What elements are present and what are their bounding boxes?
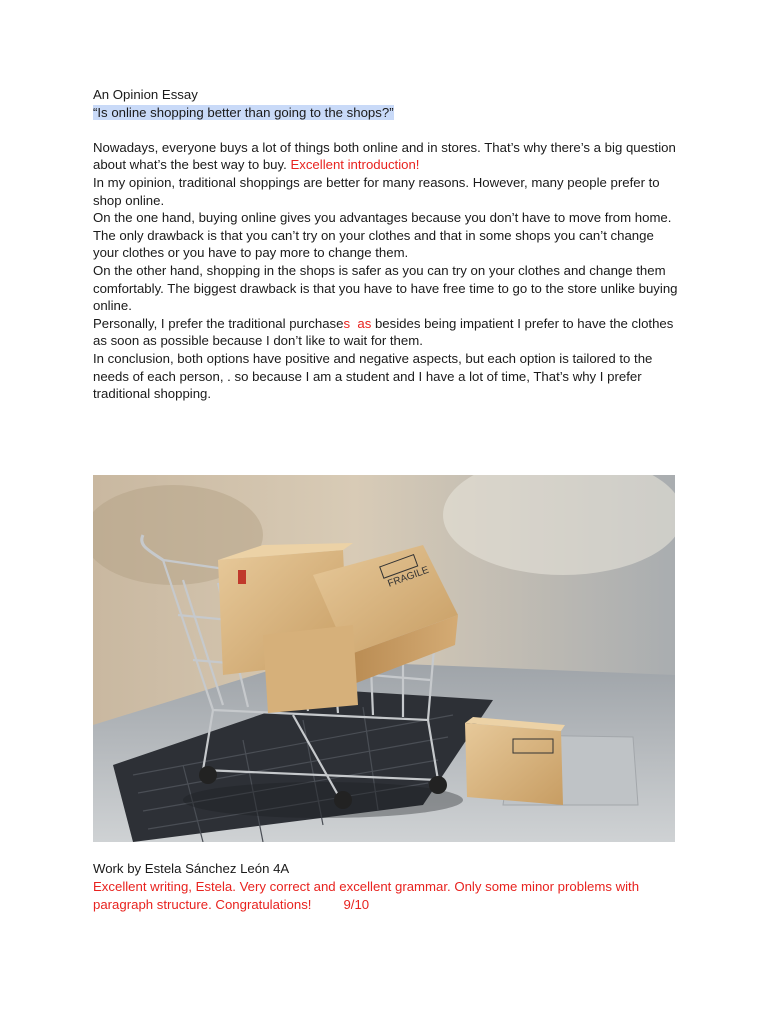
paragraph-personally — [93, 315, 683, 350]
shopping-cart-photo — [93, 475, 675, 842]
fragile-label: FRAGILE — [386, 564, 431, 590]
paragraph-opinion: In my opinion, traditional shoppings are better for many reasons. However, many people prefer to shop online. — [93, 174, 660, 208]
grade: 9/10 — [343, 897, 370, 912]
paragraph-other-hand: On the other hand, shopping in the shops is safer as you can try on your clothes and change them comfortably. The biggest drawback is that you have to have free time to go to the store unlike buying online. — [93, 262, 678, 314]
personally-end: besides being impatient I prefer to have the clothes as soon as possible because I don’t like to wait for them. — [93, 315, 674, 349]
teacher-feedback — [93, 878, 693, 914]
essay-heading: An Opinion Essay — [93, 87, 198, 102]
paragraph-drawback: The only drawback is that you can’t try on your clothes and that in some shops you can’t change your clothes or you have to pay more to change them. — [93, 227, 654, 261]
essay-body — [93, 86, 683, 403]
personally-start: Personally, I prefer the traditional purchase — [93, 315, 344, 331]
paragraph-conclusion: In conclusion, both options have positive and negative aspects, but each option is tailored to the needs of each person, . so because I am a student and I have a lot of time, That’s why I prefer traditional shopping. — [93, 350, 653, 402]
feedback-text: Excellent writing, Estela. Very correct and excellent grammar. Only some minor problems with paragraph structure. Congratulations! — [93, 879, 640, 912]
paragraph-one-hand: On the one hand, buying online gives you advantages because you don’t have to move from home. — [93, 210, 672, 226]
teacher-comment-intro: Excellent introduction! — [290, 157, 420, 173]
paragraph-intro — [93, 139, 683, 174]
essay-question — [93, 104, 683, 122]
question-highlight: “Is online shopping better than going to the shops?” — [93, 104, 394, 120]
footer — [93, 860, 693, 914]
teacher-correction: s as — [343, 315, 372, 331]
intro-text: Nowadays, everyone buys a lot of things both online and in stores. That’s why there’s a big question about what’s the best way to buy. — [93, 139, 676, 173]
paragraph-gap — [93, 121, 683, 139]
author-line: Work by Estela Sánchez León 4A — [93, 861, 290, 876]
